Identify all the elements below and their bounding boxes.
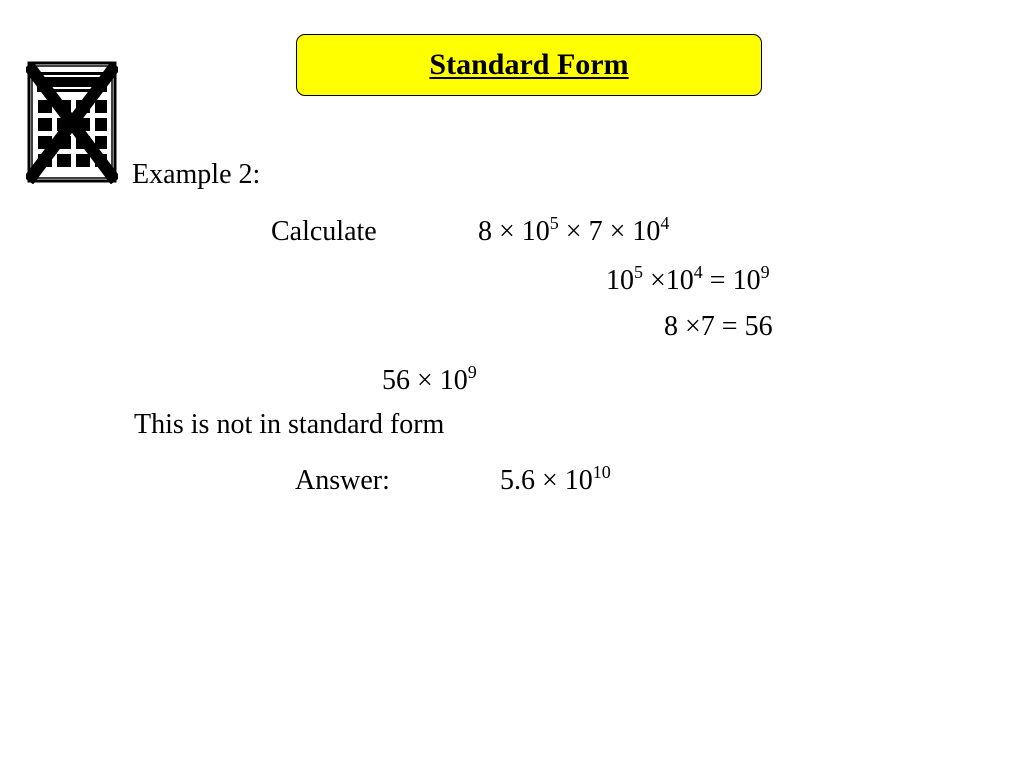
standard-form-note: This is not in standard form [134,409,445,440]
question-expression: $8 \times 10^5 \times 7 \times 10^4$ [478,213,670,247]
crossed-out-calculator-icon [26,60,118,184]
working-powers: $10^5 \times 10^4 = 10^9$ [606,262,770,296]
answer-label: Answer: [295,465,390,496]
question-label: Calculate [271,216,377,247]
answer-value: $5.6 \times 10^{10}$ [500,462,611,496]
working-numbers: 8 ×7 = 56 [664,311,773,342]
intermediate-result: $56 \times 10^9$ [382,362,477,396]
title-banner [296,34,762,96]
page-title: Standard Form [429,48,629,81]
example-label: Example 2: [132,159,261,190]
